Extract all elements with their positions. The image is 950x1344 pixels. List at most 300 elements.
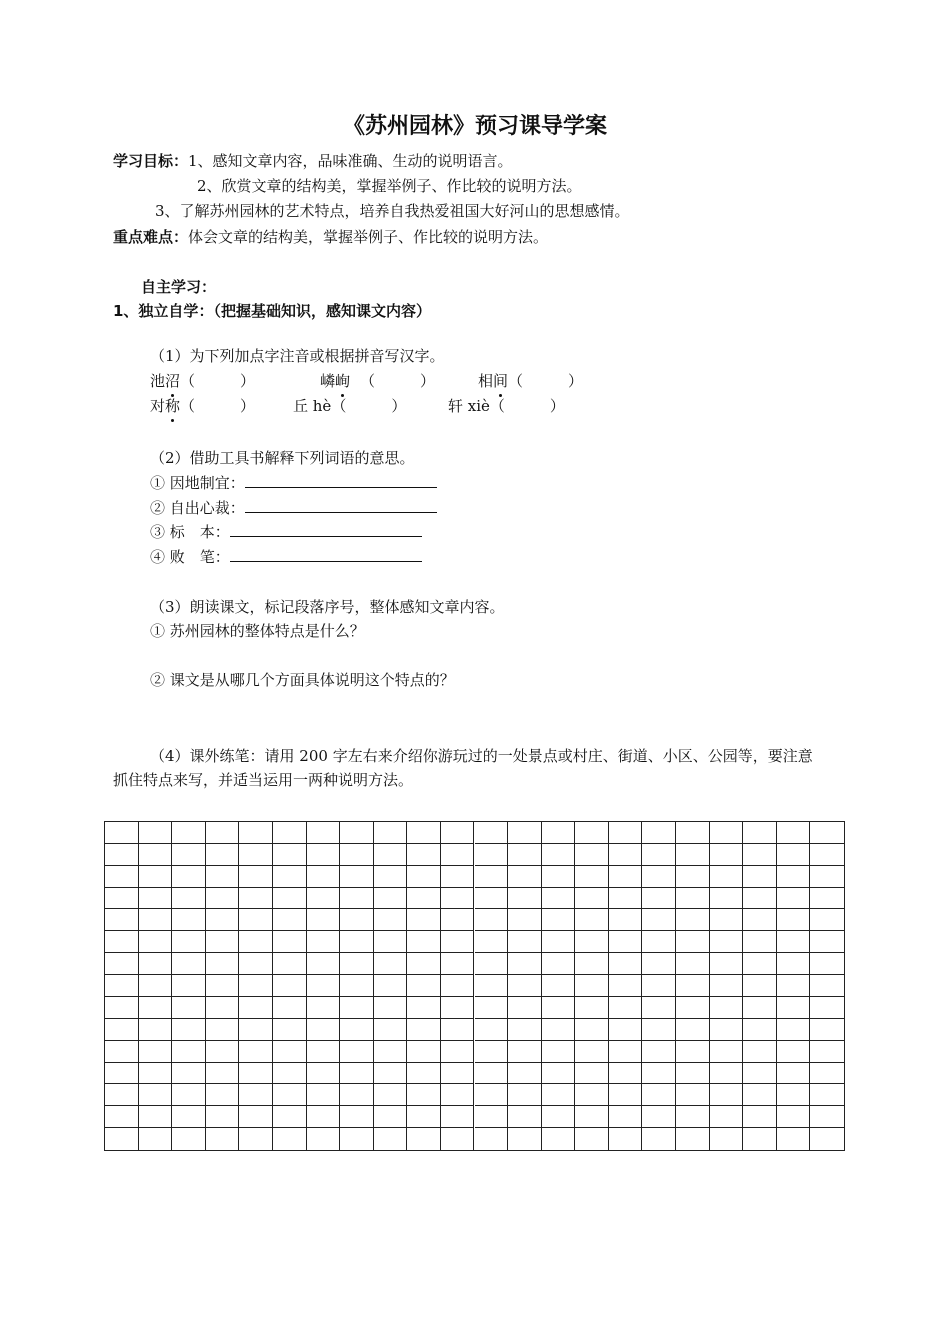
grid-cell[interactable] — [273, 931, 307, 953]
grid-cell[interactable] — [374, 888, 408, 910]
grid-cell[interactable] — [710, 1063, 744, 1085]
grid-cell[interactable] — [542, 844, 576, 866]
grid-cell[interactable] — [239, 866, 273, 888]
grid-cell[interactable] — [273, 975, 307, 997]
grid-cell[interactable] — [642, 1019, 676, 1041]
grid-cell[interactable] — [508, 1019, 542, 1041]
grid-cell[interactable] — [407, 1084, 441, 1106]
grid-cell[interactable] — [239, 997, 273, 1019]
grid-cell[interactable] — [642, 1128, 676, 1150]
grid-cell[interactable] — [340, 822, 374, 844]
grid-cell[interactable] — [475, 953, 509, 975]
grid-cell[interactable] — [206, 997, 240, 1019]
grid-cell[interactable] — [676, 888, 710, 910]
grid-cell[interactable] — [139, 888, 173, 910]
grid-cell[interactable] — [273, 1041, 307, 1063]
grid-cell[interactable] — [105, 1063, 139, 1085]
grid-cell[interactable] — [441, 909, 475, 931]
grid-cell[interactable] — [642, 866, 676, 888]
grid-cell[interactable] — [743, 931, 777, 953]
grid-cell[interactable] — [475, 1084, 509, 1106]
grid-cell[interactable] — [374, 1084, 408, 1106]
grid-cell[interactable] — [710, 931, 744, 953]
grid-cell[interactable] — [475, 822, 509, 844]
grid-cell[interactable] — [340, 953, 374, 975]
grid-cell[interactable] — [172, 888, 206, 910]
grid-cell[interactable] — [407, 866, 441, 888]
grid-cell[interactable] — [139, 844, 173, 866]
grid-cell[interactable] — [609, 1063, 643, 1085]
grid-cell[interactable] — [307, 866, 341, 888]
grid-cell[interactable] — [575, 1128, 609, 1150]
grid-cell[interactable] — [475, 997, 509, 1019]
grid-cell[interactable] — [475, 1128, 509, 1150]
grid-cell[interactable] — [307, 1084, 341, 1106]
grid-cell[interactable] — [239, 953, 273, 975]
grid-cell[interactable] — [139, 1019, 173, 1041]
grid-cell[interactable] — [575, 997, 609, 1019]
grid-cell[interactable] — [307, 822, 341, 844]
grid-cell[interactable] — [542, 888, 576, 910]
grid-cell[interactable] — [407, 931, 441, 953]
grid-cell[interactable] — [575, 844, 609, 866]
grid-cell[interactable] — [676, 1128, 710, 1150]
grid-cell[interactable] — [407, 953, 441, 975]
grid-cell[interactable] — [743, 1041, 777, 1063]
grid-cell[interactable] — [575, 1041, 609, 1063]
grid-cell[interactable] — [239, 822, 273, 844]
grid-cell[interactable] — [340, 975, 374, 997]
grid-cell[interactable] — [710, 1106, 744, 1128]
grid-cell[interactable] — [810, 931, 844, 953]
grid-cell[interactable] — [642, 997, 676, 1019]
grid-cell[interactable] — [206, 1063, 240, 1085]
grid-cell[interactable] — [206, 1041, 240, 1063]
grid-cell[interactable] — [273, 909, 307, 931]
grid-cell[interactable] — [206, 1106, 240, 1128]
grid-cell[interactable] — [273, 1084, 307, 1106]
grid-cell[interactable] — [542, 997, 576, 1019]
grid-cell[interactable] — [105, 866, 139, 888]
grid-cell[interactable] — [676, 1106, 710, 1128]
grid-cell[interactable] — [777, 866, 811, 888]
grid-cell[interactable] — [609, 822, 643, 844]
grid-cell[interactable] — [105, 997, 139, 1019]
grid-cell[interactable] — [441, 1128, 475, 1150]
grid-cell[interactable] — [340, 997, 374, 1019]
answer-line[interactable] — [245, 497, 437, 513]
grid-cell[interactable] — [676, 931, 710, 953]
grid-cell[interactable] — [575, 866, 609, 888]
writing-grid[interactable] — [104, 821, 845, 1151]
grid-cell[interactable] — [508, 1106, 542, 1128]
grid-cell[interactable] — [676, 1041, 710, 1063]
grid-cell[interactable] — [575, 975, 609, 997]
grid-cell[interactable] — [105, 975, 139, 997]
grid-cell[interactable] — [609, 866, 643, 888]
grid-cell[interactable] — [676, 1084, 710, 1106]
grid-cell[interactable] — [743, 844, 777, 866]
grid-cell[interactable] — [172, 1084, 206, 1106]
grid-cell[interactable] — [172, 909, 206, 931]
grid-cell[interactable] — [475, 866, 509, 888]
grid-cell[interactable] — [710, 909, 744, 931]
grid-cell[interactable] — [139, 997, 173, 1019]
grid-cell[interactable] — [105, 844, 139, 866]
grid-cell[interactable] — [676, 1063, 710, 1085]
grid-cell[interactable] — [609, 1106, 643, 1128]
grid-cell[interactable] — [105, 1041, 139, 1063]
grid-cell[interactable] — [508, 1084, 542, 1106]
grid-cell[interactable] — [542, 909, 576, 931]
grid-cell[interactable] — [340, 888, 374, 910]
grid-cell[interactable] — [206, 975, 240, 997]
grid-cell[interactable] — [777, 888, 811, 910]
grid-cell[interactable] — [508, 931, 542, 953]
grid-cell[interactable] — [743, 822, 777, 844]
grid-cell[interactable] — [374, 997, 408, 1019]
grid-cell[interactable] — [441, 931, 475, 953]
grid-cell[interactable] — [407, 844, 441, 866]
grid-cell[interactable] — [609, 975, 643, 997]
grid-cell[interactable] — [441, 953, 475, 975]
grid-cell[interactable] — [642, 909, 676, 931]
grid-cell[interactable] — [743, 1106, 777, 1128]
grid-cell[interactable] — [239, 1084, 273, 1106]
grid-cell[interactable] — [575, 1106, 609, 1128]
answer-blank[interactable]: （ ） — [489, 397, 565, 415]
grid-cell[interactable] — [475, 1041, 509, 1063]
grid-cell[interactable] — [441, 1019, 475, 1041]
grid-cell[interactable] — [575, 909, 609, 931]
grid-cell[interactable] — [340, 1063, 374, 1085]
grid-cell[interactable] — [777, 822, 811, 844]
grid-cell[interactable] — [105, 822, 139, 844]
grid-cell[interactable] — [172, 997, 206, 1019]
grid-cell[interactable] — [441, 997, 475, 1019]
grid-cell[interactable] — [810, 975, 844, 997]
grid-cell[interactable] — [810, 997, 844, 1019]
grid-cell[interactable] — [139, 953, 173, 975]
grid-cell[interactable] — [374, 975, 408, 997]
grid-cell[interactable] — [206, 953, 240, 975]
grid-cell[interactable] — [407, 1063, 441, 1085]
grid-cell[interactable] — [710, 953, 744, 975]
grid-cell[interactable] — [777, 1063, 811, 1085]
grid-cell[interactable] — [810, 1063, 844, 1085]
grid-cell[interactable] — [743, 997, 777, 1019]
grid-cell[interactable] — [273, 866, 307, 888]
grid-cell[interactable] — [407, 1128, 441, 1150]
grid-cell[interactable] — [239, 1106, 273, 1128]
grid-cell[interactable] — [307, 1063, 341, 1085]
grid-cell[interactable] — [340, 931, 374, 953]
answer-blank[interactable]: （ ） — [360, 372, 436, 390]
grid-cell[interactable] — [642, 931, 676, 953]
grid-cell[interactable] — [508, 866, 542, 888]
grid-cell[interactable] — [105, 953, 139, 975]
grid-cell[interactable] — [542, 1063, 576, 1085]
grid-cell[interactable] — [441, 866, 475, 888]
grid-cell[interactable] — [273, 822, 307, 844]
grid-cell[interactable] — [139, 822, 173, 844]
grid-cell[interactable] — [508, 953, 542, 975]
grid-cell[interactable] — [340, 1041, 374, 1063]
grid-cell[interactable] — [676, 997, 710, 1019]
grid-cell[interactable] — [307, 931, 341, 953]
grid-cell[interactable] — [273, 953, 307, 975]
grid-cell[interactable] — [475, 1063, 509, 1085]
grid-cell[interactable] — [542, 975, 576, 997]
grid-cell[interactable] — [508, 888, 542, 910]
grid-cell[interactable] — [206, 866, 240, 888]
grid-cell[interactable] — [609, 909, 643, 931]
grid-cell[interactable] — [575, 1063, 609, 1085]
grid-cell[interactable] — [340, 844, 374, 866]
grid-cell[interactable] — [475, 888, 509, 910]
grid-cell[interactable] — [810, 1019, 844, 1041]
grid-cell[interactable] — [307, 909, 341, 931]
grid-cell[interactable] — [206, 1128, 240, 1150]
grid-cell[interactable] — [239, 975, 273, 997]
grid-cell[interactable] — [609, 844, 643, 866]
grid-cell[interactable] — [139, 909, 173, 931]
grid-cell[interactable] — [777, 1128, 811, 1150]
grid-cell[interactable] — [642, 1063, 676, 1085]
grid-cell[interactable] — [340, 1128, 374, 1150]
grid-cell[interactable] — [642, 1106, 676, 1128]
grid-cell[interactable] — [676, 1019, 710, 1041]
grid-cell[interactable] — [777, 975, 811, 997]
grid-cell[interactable] — [172, 975, 206, 997]
grid-cell[interactable] — [273, 1063, 307, 1085]
grid-cell[interactable] — [307, 1128, 341, 1150]
grid-cell[interactable] — [172, 953, 206, 975]
grid-cell[interactable] — [139, 1063, 173, 1085]
grid-cell[interactable] — [172, 1128, 206, 1150]
grid-cell[interactable] — [575, 888, 609, 910]
grid-cell[interactable] — [642, 1084, 676, 1106]
grid-cell[interactable] — [743, 1063, 777, 1085]
grid-cell[interactable] — [206, 822, 240, 844]
grid-cell[interactable] — [810, 1106, 844, 1128]
grid-cell[interactable] — [206, 1019, 240, 1041]
grid-cell[interactable] — [206, 1084, 240, 1106]
grid-cell[interactable] — [239, 888, 273, 910]
grid-cell[interactable] — [441, 1041, 475, 1063]
grid-cell[interactable] — [810, 1084, 844, 1106]
grid-cell[interactable] — [810, 822, 844, 844]
answer-blank[interactable]: （ ） — [508, 372, 584, 390]
grid-cell[interactable] — [307, 844, 341, 866]
grid-cell[interactable] — [206, 888, 240, 910]
grid-cell[interactable] — [172, 866, 206, 888]
grid-cell[interactable] — [810, 888, 844, 910]
grid-cell[interactable] — [508, 844, 542, 866]
grid-cell[interactable] — [172, 1019, 206, 1041]
grid-cell[interactable] — [307, 1019, 341, 1041]
grid-cell[interactable] — [777, 909, 811, 931]
grid-cell[interactable] — [508, 975, 542, 997]
grid-cell[interactable] — [542, 822, 576, 844]
grid-cell[interactable] — [172, 1106, 206, 1128]
grid-cell[interactable] — [475, 1106, 509, 1128]
grid-cell[interactable] — [206, 844, 240, 866]
grid-cell[interactable] — [777, 1019, 811, 1041]
grid-cell[interactable] — [441, 844, 475, 866]
grid-cell[interactable] — [239, 1019, 273, 1041]
grid-cell[interactable] — [508, 822, 542, 844]
grid-cell[interactable] — [676, 909, 710, 931]
grid-cell[interactable] — [508, 909, 542, 931]
grid-cell[interactable] — [642, 888, 676, 910]
grid-cell[interactable] — [475, 931, 509, 953]
grid-cell[interactable] — [710, 844, 744, 866]
grid-cell[interactable] — [777, 953, 811, 975]
grid-cell[interactable] — [441, 1063, 475, 1085]
grid-cell[interactable] — [273, 888, 307, 910]
grid-cell[interactable] — [710, 1128, 744, 1150]
grid-cell[interactable] — [307, 1106, 341, 1128]
grid-cell[interactable] — [407, 909, 441, 931]
grid-cell[interactable] — [810, 953, 844, 975]
grid-cell[interactable] — [609, 953, 643, 975]
grid-cell[interactable] — [777, 997, 811, 1019]
answer-blank[interactable]: （ ） — [331, 397, 407, 415]
grid-cell[interactable] — [642, 1041, 676, 1063]
grid-cell[interactable] — [542, 1128, 576, 1150]
grid-cell[interactable] — [340, 1084, 374, 1106]
grid-cell[interactable] — [810, 1128, 844, 1150]
grid-cell[interactable] — [273, 1106, 307, 1128]
grid-cell[interactable] — [810, 1041, 844, 1063]
grid-cell[interactable] — [239, 1063, 273, 1085]
grid-cell[interactable] — [743, 953, 777, 975]
grid-cell[interactable] — [374, 953, 408, 975]
answer-blank[interactable]: （ ） — [180, 397, 256, 415]
grid-cell[interactable] — [676, 866, 710, 888]
grid-cell[interactable] — [676, 844, 710, 866]
grid-cell[interactable] — [710, 822, 744, 844]
grid-cell[interactable] — [609, 997, 643, 1019]
grid-cell[interactable] — [542, 1019, 576, 1041]
grid-cell[interactable] — [743, 866, 777, 888]
grid-cell[interactable] — [407, 888, 441, 910]
grid-cell[interactable] — [307, 997, 341, 1019]
grid-cell[interactable] — [609, 1019, 643, 1041]
grid-cell[interactable] — [273, 1128, 307, 1150]
grid-cell[interactable] — [139, 931, 173, 953]
grid-cell[interactable] — [139, 975, 173, 997]
grid-cell[interactable] — [508, 1063, 542, 1085]
grid-cell[interactable] — [340, 1106, 374, 1128]
grid-cell[interactable] — [273, 997, 307, 1019]
grid-cell[interactable] — [475, 975, 509, 997]
grid-cell[interactable] — [441, 888, 475, 910]
answer-line[interactable] — [230, 521, 422, 537]
grid-cell[interactable] — [609, 1128, 643, 1150]
grid-cell[interactable] — [642, 822, 676, 844]
grid-cell[interactable] — [105, 1106, 139, 1128]
grid-cell[interactable] — [206, 931, 240, 953]
grid-cell[interactable] — [374, 909, 408, 931]
grid-cell[interactable] — [407, 1019, 441, 1041]
grid-cell[interactable] — [239, 909, 273, 931]
answer-blank[interactable]: （ ） — [180, 372, 256, 390]
grid-cell[interactable] — [475, 1019, 509, 1041]
grid-cell[interactable] — [307, 1041, 341, 1063]
grid-cell[interactable] — [139, 1128, 173, 1150]
grid-cell[interactable] — [710, 1041, 744, 1063]
grid-cell[interactable] — [374, 844, 408, 866]
grid-cell[interactable] — [239, 931, 273, 953]
grid-cell[interactable] — [441, 822, 475, 844]
grid-cell[interactable] — [542, 953, 576, 975]
grid-cell[interactable] — [743, 909, 777, 931]
grid-cell[interactable] — [710, 975, 744, 997]
grid-cell[interactable] — [374, 1041, 408, 1063]
grid-cell[interactable] — [609, 1041, 643, 1063]
grid-cell[interactable] — [710, 1019, 744, 1041]
grid-cell[interactable] — [810, 866, 844, 888]
grid-cell[interactable] — [777, 1041, 811, 1063]
grid-cell[interactable] — [340, 1019, 374, 1041]
grid-cell[interactable] — [743, 1084, 777, 1106]
answer-line[interactable] — [245, 472, 437, 488]
grid-cell[interactable] — [407, 975, 441, 997]
grid-cell[interactable] — [239, 1041, 273, 1063]
grid-cell[interactable] — [139, 1084, 173, 1106]
grid-cell[interactable] — [542, 1106, 576, 1128]
grid-cell[interactable] — [239, 1128, 273, 1150]
grid-cell[interactable] — [642, 844, 676, 866]
grid-cell[interactable] — [743, 1128, 777, 1150]
grid-cell[interactable] — [777, 931, 811, 953]
grid-cell[interactable] — [609, 1084, 643, 1106]
grid-cell[interactable] — [374, 1019, 408, 1041]
grid-cell[interactable] — [743, 888, 777, 910]
grid-cell[interactable] — [743, 975, 777, 997]
grid-cell[interactable] — [710, 997, 744, 1019]
grid-cell[interactable] — [676, 822, 710, 844]
grid-cell[interactable] — [609, 931, 643, 953]
grid-cell[interactable] — [172, 1063, 206, 1085]
grid-cell[interactable] — [374, 1106, 408, 1128]
grid-cell[interactable] — [676, 975, 710, 997]
grid-cell[interactable] — [575, 953, 609, 975]
grid-cell[interactable] — [542, 1041, 576, 1063]
grid-cell[interactable] — [206, 909, 240, 931]
grid-cell[interactable] — [810, 844, 844, 866]
grid-cell[interactable] — [508, 1041, 542, 1063]
grid-cell[interactable] — [542, 866, 576, 888]
grid-cell[interactable] — [642, 953, 676, 975]
grid-cell[interactable] — [105, 1019, 139, 1041]
grid-cell[interactable] — [172, 931, 206, 953]
grid-cell[interactable] — [239, 844, 273, 866]
grid-cell[interactable] — [139, 866, 173, 888]
grid-cell[interactable] — [374, 931, 408, 953]
grid-cell[interactable] — [508, 1128, 542, 1150]
grid-cell[interactable] — [139, 1106, 173, 1128]
grid-cell[interactable] — [307, 975, 341, 997]
grid-cell[interactable] — [609, 888, 643, 910]
answer-line[interactable] — [230, 546, 422, 562]
grid-cell[interactable] — [441, 1106, 475, 1128]
grid-cell[interactable] — [441, 1084, 475, 1106]
grid-cell[interactable] — [273, 844, 307, 866]
grid-cell[interactable] — [575, 822, 609, 844]
